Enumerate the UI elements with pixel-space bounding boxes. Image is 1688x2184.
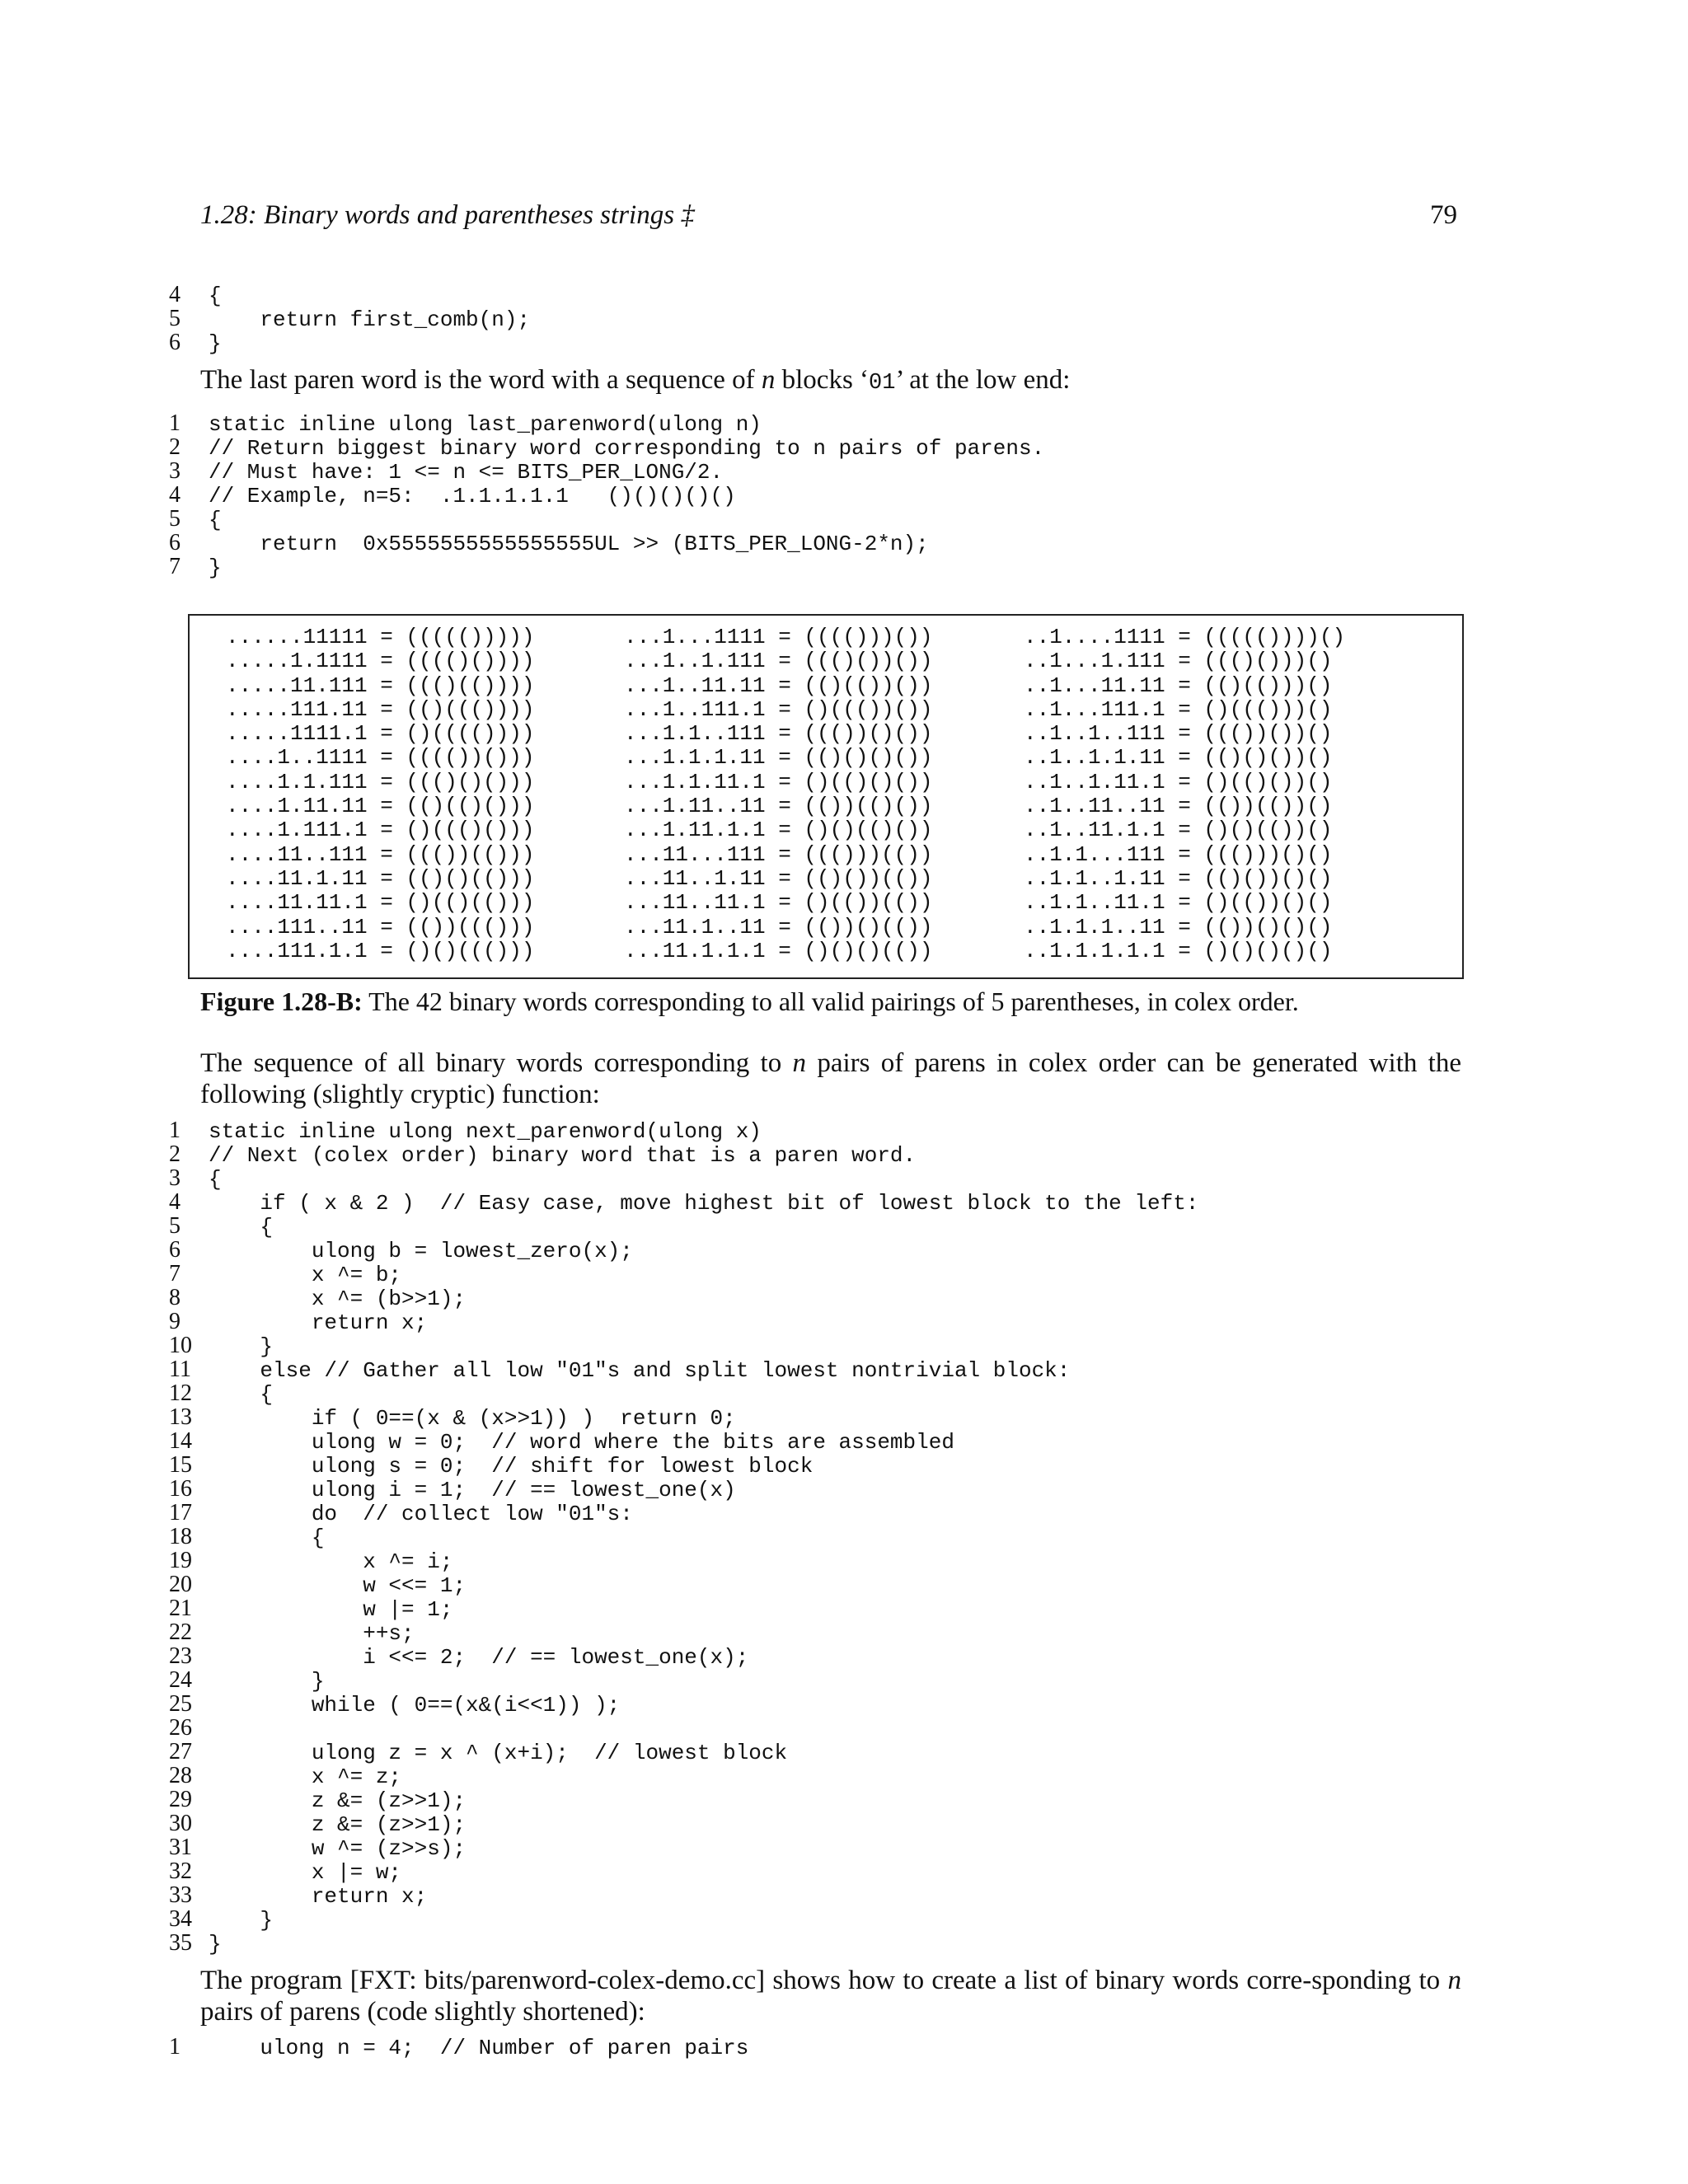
- code-line: 31 w ^= (z>>s);: [169, 1835, 467, 1861]
- code-line: 18 {: [169, 1524, 325, 1550]
- figure-row: ...1.1.1.11 = (()()()()): [624, 745, 933, 771]
- figure-row: ..1.1...111 = ((()))()(): [1024, 841, 1333, 867]
- figure-row: ..1..1.11.1 = ()(()())(): [1024, 769, 1333, 794]
- figure-row: ..1.1..11.1 = ()(())()(): [1024, 890, 1333, 916]
- figure-column-2: [624, 626, 932, 963]
- figure-row: ..1..11..11 = (())(())(): [1024, 794, 1333, 819]
- figure-row: ..1....1111 = ((((())))(): [1024, 625, 1346, 649]
- code-line: 29 z &= (z>>1);: [169, 1787, 467, 1813]
- figure-row: .....1.1111 = (((()()))): [226, 649, 535, 674]
- code-line: 2 // Return biggest binary word corresponding to n pairs of parens.: [169, 434, 1045, 461]
- figure-row: ....11.11.1 = ()(()(())): [226, 890, 535, 916]
- figure-row: ..1.1.1..11 = (())()()(): [1024, 914, 1333, 940]
- figure-row: ....1.1.111 = ((()()())): [226, 769, 535, 794]
- code-line: 17 do // collect low "01"s:: [169, 1500, 633, 1526]
- figure-row: ..1...111.1 = ()((()))(): [1024, 696, 1333, 722]
- figure-row: ..1...1.111 = ((()()))(): [1024, 649, 1333, 674]
- paragraph-demo-program: The program [FXT: bits/parenword-colex-demo.cc] shows how to create a list of binary words corre-sponding to n pairs of parens (code slightly shortened):: [200, 1966, 1461, 2027]
- figure-caption: Figure 1.28-B: The 42 binary words corresponding to all valid pairings of 5 parentheses, in colex order.: [200, 987, 1299, 1016]
- code-line: 15 ulong s = 0; // shift for lowest block: [169, 1452, 814, 1479]
- code-line: 7 }: [169, 554, 222, 580]
- figure-row: ...11.1.1.1 = ()()()(()): [624, 938, 933, 963]
- code-block-last-parenword: [169, 411, 1044, 579]
- code-line: 20 w <<= 1;: [169, 1572, 467, 1598]
- code-block-demo: [169, 2035, 748, 2059]
- figure-row: ..1..1..111 = ((())())(): [1024, 721, 1333, 747]
- code-line: 1 static inline ulong last_parenword(ulong n): [169, 410, 762, 437]
- code-line: 7 x ^= b;: [169, 1261, 402, 1287]
- figure-row: ....1.111.1 = ()((()())): [226, 818, 535, 843]
- code-line: 14 ulong w = 0; // word where the bits are assembled: [169, 1428, 954, 1455]
- figure-row: ....11.1.11 = (()()(())): [226, 865, 535, 891]
- figure-row: ...11..1.11 = (()())(()): [624, 865, 933, 891]
- figure-row: ....111.1.1 = ()()((())): [226, 938, 535, 963]
- figure-row: ....1.11.11 = (()(()())): [226, 794, 535, 819]
- code-line: 6 return 0x5555555555555555UL >> (BITS_PER_LONG-2*n);: [169, 530, 929, 556]
- figure-row: ...11.1..11 = (())()(()): [624, 914, 933, 940]
- figure-row: ...1..111.1 = ()((())()): [624, 696, 933, 722]
- code-line: 5 return first_comb(n);: [169, 306, 531, 332]
- figure-row: ...11..11.1 = ()(())(()): [624, 890, 933, 916]
- figure-row: ..1...11.11 = (()(()))(): [1024, 673, 1333, 698]
- code-line: 16 ulong i = 1; // == lowest_one(x): [169, 1476, 736, 1502]
- figure-row: .....11.111 = ((()(()))): [226, 673, 535, 698]
- code-line: 4 // Example, n=5: .1.1.1.1.1 ()()()()(): [169, 482, 736, 509]
- figure-column-1: [226, 626, 534, 963]
- code-line: 23 i <<= 2; // == lowest_one(x);: [169, 1643, 749, 1670]
- code-block-first-comb: [169, 283, 530, 354]
- code-line: 12 {: [169, 1380, 274, 1407]
- code-line: 10 }: [169, 1333, 274, 1359]
- figure-row: ....1..1111 = (((())())): [226, 745, 535, 771]
- code-line: 24 }: [169, 1667, 325, 1694]
- code-line: 1 ulong n = 4; // Number of paren pairs: [169, 2034, 749, 2060]
- code-line: 22 ++s;: [169, 1619, 415, 1646]
- figure-row: ..1..11.1.1 = ()()(())(): [1024, 818, 1333, 843]
- code-line: 5 {: [169, 1213, 274, 1240]
- figure-column-3: [1024, 626, 1345, 963]
- code-line: 4 {: [169, 282, 222, 308]
- figure-row: ..1..1.1.11 = (()()())(): [1024, 745, 1333, 771]
- figure-row: ..1.1..1.11 = (()())()(): [1024, 865, 1333, 891]
- code-line: 33 return x;: [169, 1882, 428, 1909]
- code-line: 3 // Must have: 1 <= n <= BITS_PER_LONG/2.: [169, 458, 724, 485]
- figure-row: ...1..1.111 = ((()())()): [624, 649, 933, 674]
- code-line: 4 if ( x & 2 ) // Easy case, move highest bit of lowest block to the left:: [169, 1189, 1199, 1216]
- figure-row: ...1.11..11 = (())(()()): [624, 794, 933, 819]
- code-line: 32 x |= w;: [169, 1858, 402, 1885]
- figure-row: ...11...111 = ((()))(()): [624, 841, 933, 867]
- figure-caption-label: Figure 1.28-B:: [200, 987, 363, 1016]
- code-line: 25 while ( 0==(x&(i<<1)) );: [169, 1691, 621, 1718]
- figure-box: [188, 614, 1464, 979]
- figure-row: ...1.1.11.1 = ()(()()()): [624, 769, 933, 794]
- figure-row: ..1.1.1.1.1 = ()()()()(): [1024, 938, 1333, 963]
- figure-row: ....11..111 = ((())(())): [226, 841, 535, 867]
- section-title: 1.28: Binary words and parentheses strings ‡: [200, 200, 695, 230]
- figure-row: ...1.1..111 = ((())()()): [624, 721, 933, 747]
- code-line: 21 w |= 1;: [169, 1596, 453, 1622]
- code-line: 19 x ^= i;: [169, 1548, 453, 1574]
- code-line: 27 ulong z = x ^ (x+i); // lowest block: [169, 1739, 788, 1765]
- code-line: 9 return x;: [169, 1309, 428, 1335]
- paragraph-last-paren-word: The last paren word is the word with a sequence of n blocks ‘01’ at the low end:: [200, 365, 1071, 396]
- figure-row: .....1111.1 = ()(((()))): [226, 721, 535, 747]
- paragraph-colex-sequence: The sequence of all binary words corresponding to n pairs of parens in colex order can be generated with the following (slightly cryptic) function:: [200, 1048, 1461, 1109]
- figure-row: .....111.11 = (()((()))): [226, 696, 535, 722]
- code-line: 1 static inline ulong next_parenword(ulong x): [169, 1118, 762, 1144]
- figure-row: ....111..11 = (())((())): [226, 914, 535, 940]
- code-line: 8 x ^= (b>>1);: [169, 1285, 467, 1311]
- code-block-next-parenword: [169, 1118, 1198, 1955]
- code-line: 35 }: [169, 1930, 222, 1957]
- code-line: 3 {: [169, 1165, 222, 1192]
- code-line: 30 z &= (z>>1);: [169, 1811, 467, 1837]
- figure-row: ......11111 = ((((())))): [226, 625, 535, 649]
- code-line: 34 }: [169, 1906, 274, 1933]
- code-line: 6 ulong b = lowest_zero(x);: [169, 1237, 633, 1263]
- running-head: [200, 200, 1457, 241]
- figure-row: ...1..11.11 = (()(())()): [624, 673, 933, 698]
- code-line: 6 }: [169, 330, 222, 356]
- code-line: 11 else // Gather all low "01"s and split lowest nontrivial block:: [169, 1357, 1071, 1383]
- code-line: 28 x ^= z;: [169, 1763, 402, 1789]
- page-number: 79: [1430, 200, 1457, 230]
- figure-row: ...1.11.1.1 = ()()(()()): [624, 818, 933, 843]
- figure-row: ...1...1111 = (((()))()): [624, 625, 933, 649]
- code-line: 5 {: [169, 506, 222, 532]
- code-line: 2 // Next (colex order) binary word that is a paren word.: [169, 1141, 917, 1168]
- code-line: 26: [169, 1715, 192, 1741]
- code-line: 13 if ( 0==(x & (x>>1)) ) return 0;: [169, 1404, 736, 1431]
